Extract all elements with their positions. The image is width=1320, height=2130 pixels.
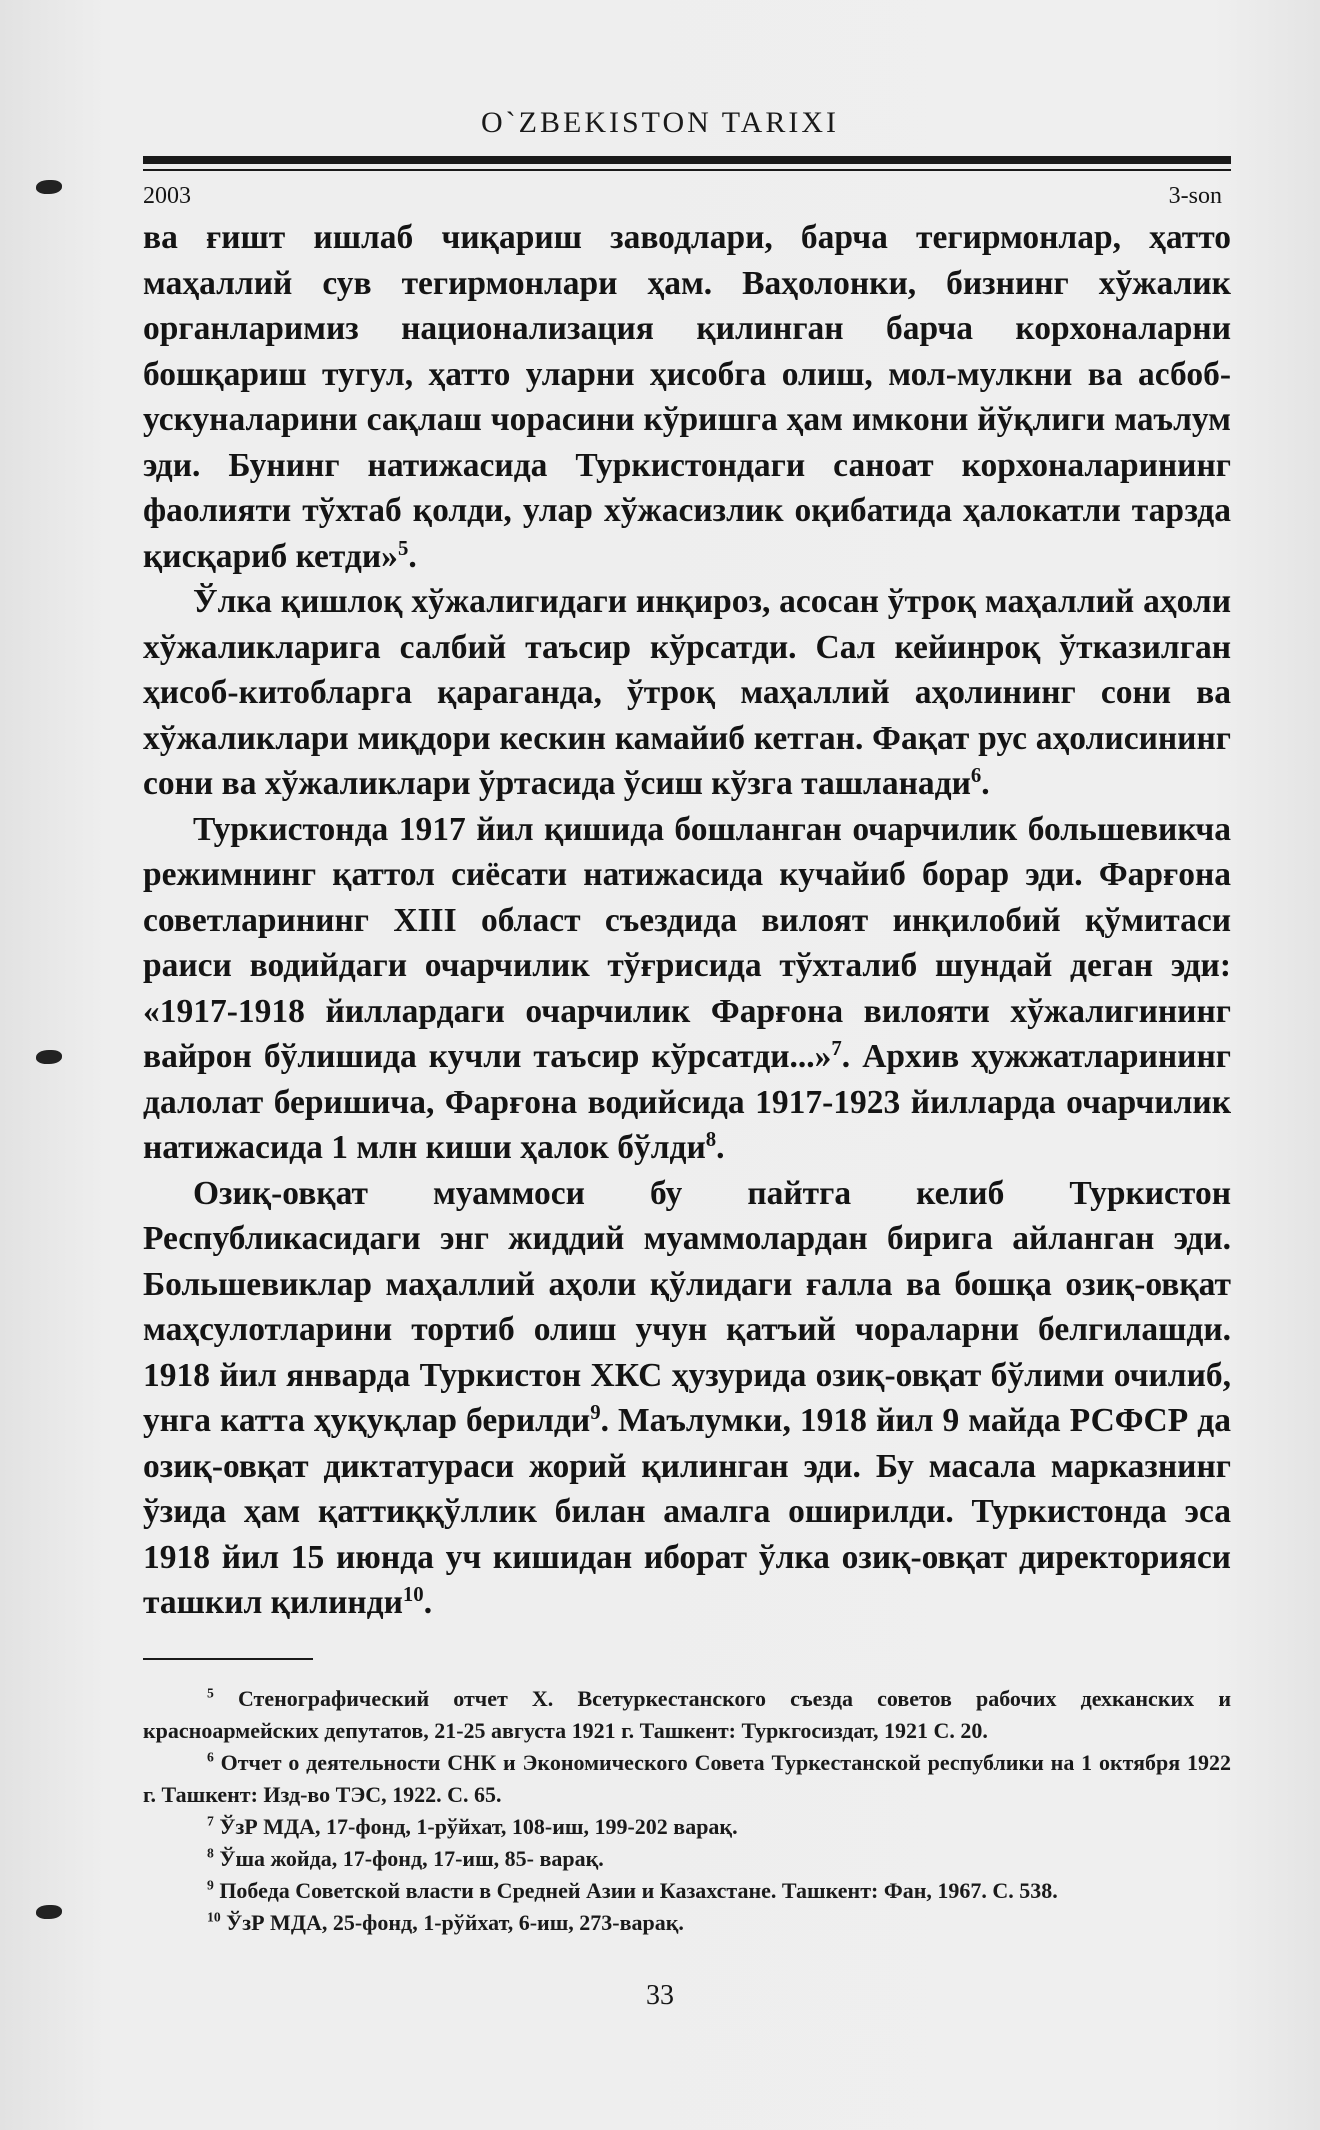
punch-hole-icon (36, 1905, 62, 1919)
header-rule (143, 156, 1231, 164)
footnote-ref: 6 (970, 763, 982, 787)
footnote-ref: 7 (831, 1036, 842, 1060)
footnote-number: 5 (207, 1685, 214, 1701)
footnote-number: 6 (207, 1749, 214, 1765)
footnote-number: 10 (207, 1909, 221, 1925)
footnote-separator (143, 1658, 313, 1660)
paragraph-text: . Маълумки, 1918 йил 9 майда РСФСР да озиқ-овқат диктатураси жорий қилинган эди. Бу масала марказнинг ўзида ҳам қаттиққўллик билан амалга оширилди. Туркистонда эса 1918 йил 15 июнда уч кишидан иборат ўлка озиқ-овқат директорияси ташкил қилинди (143, 1402, 1231, 1621)
footnote-text: Стенографический отчет Х. Всетуркестанского съезда советов рабочих дехканских и красноармейских депутатов, 21-25 августа 1921 г. Ташкент: Туркгосиздат, 1921 С. 20. (143, 1686, 1231, 1743)
footnote-text: Отчет о деятельности СНК и Экономического Совета Туркестанской республики на 1 октября 1922 г. Ташкент: Изд-во ТЭС, 1922. С. 65. (143, 1750, 1232, 1807)
paragraph-text: Озиқ-овқат муаммоси бу пайтга келиб Туркистон Республикасидаги энг жиддий муаммолардан бирига айланган эди. Большевиклар маҳаллий аҳоли қўлидаги ғалла ва бошқа озиқ-овқат маҳсулотларини тортиб олиш учун қатъий чораларни белгилашди. 1918 йил январда Туркистон ХКС ҳузурида озиқ-овқат бўлими очилиб, унга катта ҳуқуқлар берилди (143, 1174, 1231, 1439)
footnotes (143, 1683, 1231, 1939)
footnote (143, 1811, 1231, 1843)
footnote-text: Ўша жойда, 17-фонд, 17-иш, 85- варақ. (219, 1846, 604, 1871)
footnote-ref: 10 (402, 1582, 424, 1606)
footnote (143, 1843, 1231, 1875)
paragraph-text: . (408, 537, 417, 575)
footnote-text: Победа Советской власти в Средней Азии и Казахстане. Ташкент: Фан, 1967. С. 538. (219, 1878, 1058, 1903)
paragraph (143, 215, 1231, 579)
footnote-number: 7 (207, 1813, 214, 1829)
issue-year: 2003 (143, 183, 191, 209)
article-body (143, 215, 1231, 1626)
footnote (143, 1907, 1231, 1939)
footnote-ref: 9 (590, 1400, 601, 1424)
paragraph-text: . Архив ҳужжатларининг далолат беришича, Фарғона водийсида 1917-1923 йилларда очарчилик натижасида 1 млн киши ҳалок бўлди (143, 1038, 1231, 1166)
paragraph-text: . (981, 765, 990, 802)
paragraph-text: Ўлка қишлоқ хўжалигидаги инқироз, асосан ўтроқ маҳаллий аҳоли хўжаликларига салбий таъсир кўрсатди. Сал кейинроқ ўтказилган ҳисоб-китобларга қараганда, ўтроқ маҳаллий аҳолининг сони ва хўжаликлари миқдори кескин камайиб кетган. Фақат рус аҳолисининг сони ва хўжаликлари ўртасида ўсиш кўзга ташланади (143, 583, 1231, 802)
footnote-text: ЎзР МДА, 17-фонд, 1-рўйхат, 108-иш, 199-202 варақ. (219, 1814, 738, 1839)
footnote-number: 9 (207, 1877, 214, 1893)
issue-number: 3-son (1168, 183, 1222, 209)
paragraph-text: . (423, 1584, 433, 1621)
paragraph-text: ва ғишт ишлаб чиқариш заводлари, барча тегирмонлар, ҳатто маҳаллий сув тегирмонлари ҳам. Ваҳолонки, бизнинг хўжалик органларимиз национализация қилинган барча корхоналарни бошқариш тугул, ҳатто уларни ҳисобга олиш, мол-мулкни ва асбоб-ускуналарини сақлаш чорасини кўришга ҳам имкони йўқлиги маълум эди. Бунинг натижасида Туркистондаги саноат корхоналарининг фаолияти тўхтаб қолди, улар хўжасизлик оқибатида ҳалокатли тарзда қисқариб кетди» (143, 219, 1231, 575)
header-rule-thin (143, 169, 1231, 171)
footnote-number: 8 (207, 1845, 214, 1861)
paragraph (143, 1171, 1231, 1626)
paragraph-text: . (716, 1129, 725, 1166)
footnote (143, 1875, 1231, 1907)
journal-title: O`ZBEKISTON TARIXI (481, 106, 839, 139)
paragraph-text: Туркистонда 1917 йил қишида бошланган очарчилик большевикча режимнинг қаттол сиёсати натижасида кучайиб борар эди. Фарғона советларининг XIII област съездида вилоят инқилобий қўмитаси раиси водийдаги очарчилик тўғрисида тўхталиб шундай деган эди: «1917-1918 йиллардаги очарчилик Фарғона вилояти хўжалигининг вайрон бўлишида кучли таъсир кўрсатди...» (143, 810, 1231, 1075)
paragraph (143, 807, 1231, 1171)
punch-hole-icon (36, 180, 62, 194)
footnote-ref: 5 (397, 536, 409, 560)
footnote (143, 1747, 1231, 1811)
paragraph (143, 579, 1231, 807)
footnote-text: ЎзР МДА, 25-фонд, 1-рўйхат, 6-иш, 273-варақ. (226, 1910, 684, 1935)
punch-hole-icon (36, 1050, 62, 1064)
footnote-ref: 8 (705, 1127, 717, 1151)
footnote (143, 1683, 1231, 1747)
page-number: 33 (646, 1980, 674, 2011)
